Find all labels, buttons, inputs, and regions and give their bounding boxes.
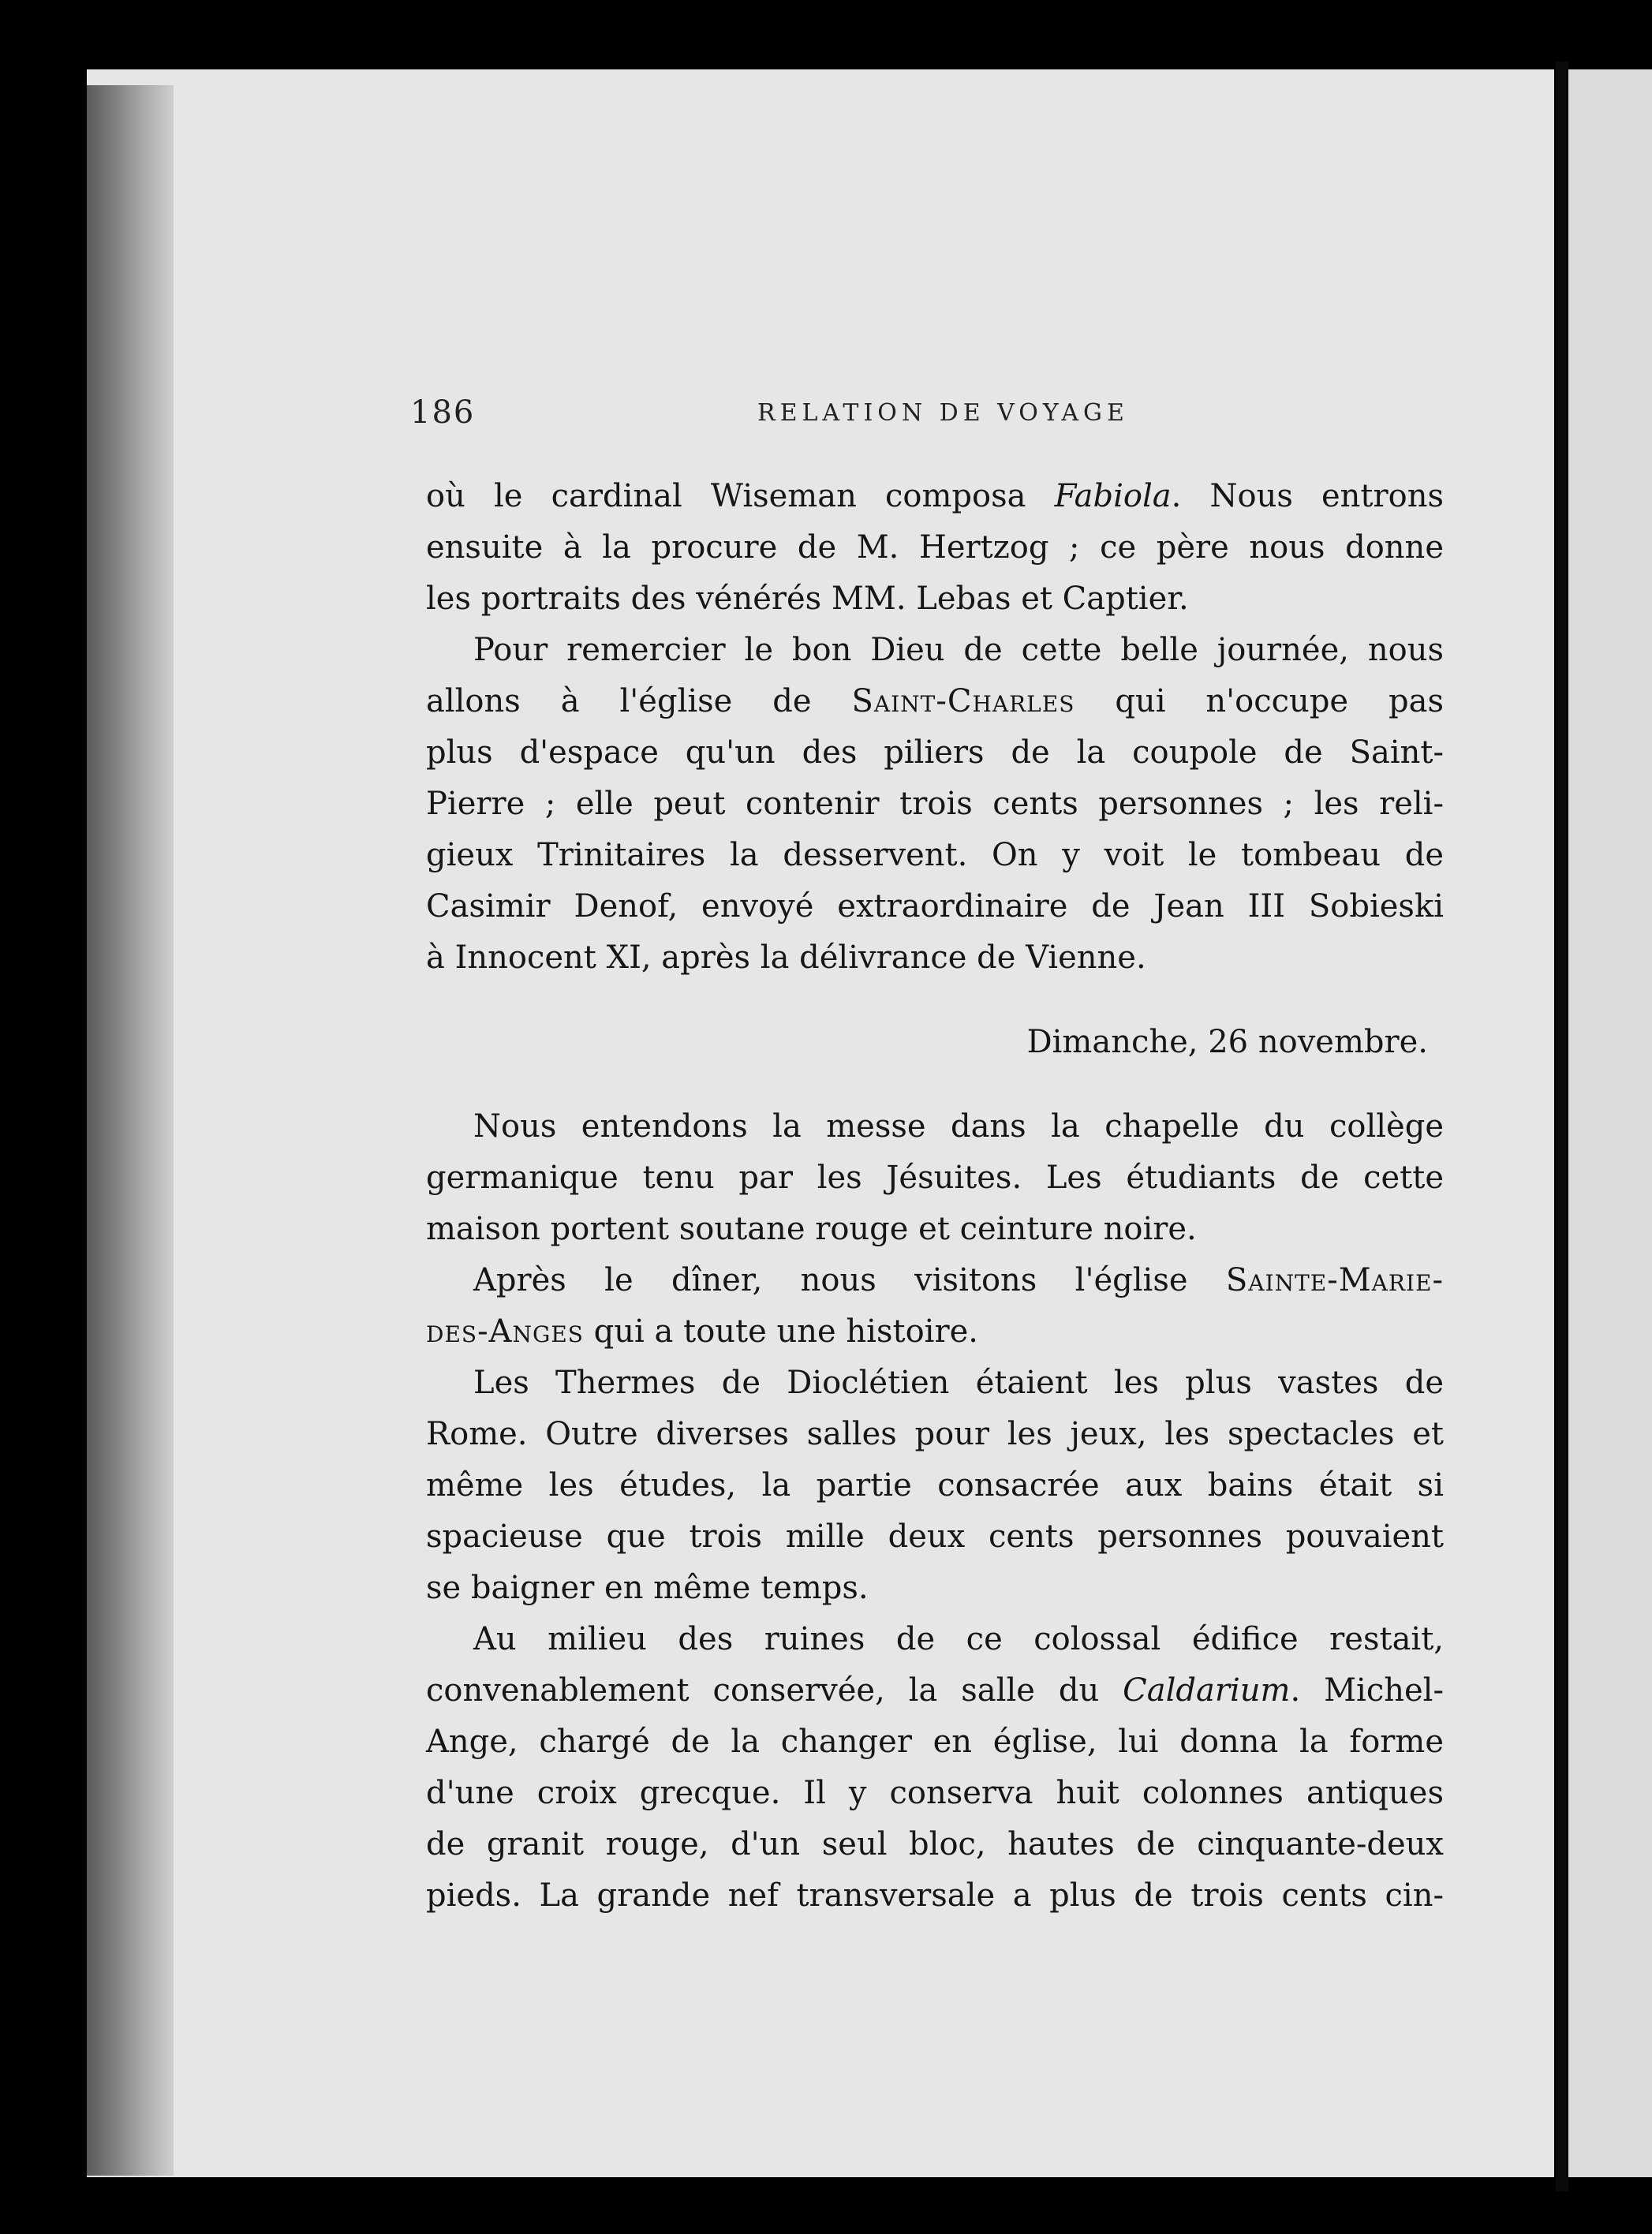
text-line: germanique tenu par les Jésuites. Les étudiants de cette	[426, 1160, 1444, 1196]
text-line: se baigner en même temps.	[426, 1570, 869, 1606]
text-line: Rome. Outre diverses salles pour les jeux, les spectacles et	[426, 1416, 1444, 1452]
text-line: à Innocent XI, après la délivrance de Vienne.	[426, 940, 1146, 976]
text-line: maison portent soutane rouge et ceinture noire.	[426, 1211, 1197, 1247]
text-line: Casimir Denof, envoyé extraordinaire de Jean III Sobieski	[426, 888, 1444, 925]
text-line: les portraits des vénérés MM. Lebas et Captier.	[426, 581, 1189, 617]
running-head	[410, 394, 1452, 442]
text-line: spacieuse que trois mille deux cents personnes pouvaient	[426, 1519, 1444, 1555]
body-text	[426, 471, 1444, 1922]
text-line: Ange, chargé de la changer en église, lui donna la forme	[426, 1724, 1444, 1760]
text-line: Pour remercier le bon Dieu de cette belle journée, nous	[473, 632, 1444, 668]
text-line: même les études, la partie consacrée aux bains était si	[426, 1467, 1444, 1504]
text-line: de granit rouge, d'un seul bloc, hautes de cinquante-deux	[426, 1826, 1444, 1862]
page-number: 186	[410, 394, 476, 431]
running-title: RELATION DE VOYAGE	[757, 399, 1129, 427]
text-line: ensuite à la procure de M. Hertzog ; ce père nous donne	[426, 529, 1444, 566]
text-line: pieds. La grande nef transversale a plus de trois cents cin-	[426, 1877, 1444, 1914]
text-line: où le cardinal Wiseman composa Fabiola. Nous entrons	[426, 478, 1444, 514]
text-line: d'une croix grecque. Il y conserva huit colonnes antiques	[426, 1775, 1444, 1811]
text-line: Pierre ; elle peut contenir trois cents personnes ; les reli-	[426, 786, 1444, 822]
adjacent-page-strip	[1568, 69, 1652, 2177]
text-line: Les Thermes de Dioclétien étaient les plus vastes de	[473, 1365, 1444, 1401]
text-line: plus d'espace qu'un des piliers de la coupole de Saint-	[426, 734, 1444, 771]
text-line: Nous entendons la messe dans la chapelle du collège	[473, 1108, 1444, 1145]
page-edge-shadow	[87, 85, 174, 2176]
scan-border-rule	[1556, 62, 1568, 2191]
text-line: Après le dîner, nous visitons l'église Sainte-Marie-	[473, 1262, 1444, 1298]
text-line: des-Anges qui a toute une histoire.	[426, 1313, 978, 1350]
dateline: Dimanche, 26 novembre.	[1026, 1024, 1428, 1060]
text-line: Au milieu des ruines de ce colossal édifice restait,	[473, 1621, 1444, 1657]
text-line: allons à l'église de Saint-Charles qui n'occupe pas	[426, 683, 1445, 719]
text-line: gieux Trinitaires la desservent. On y voit le tombeau de	[426, 837, 1444, 873]
text-line: convenablement conservée, la salle du Caldarium. Michel-	[426, 1672, 1444, 1709]
